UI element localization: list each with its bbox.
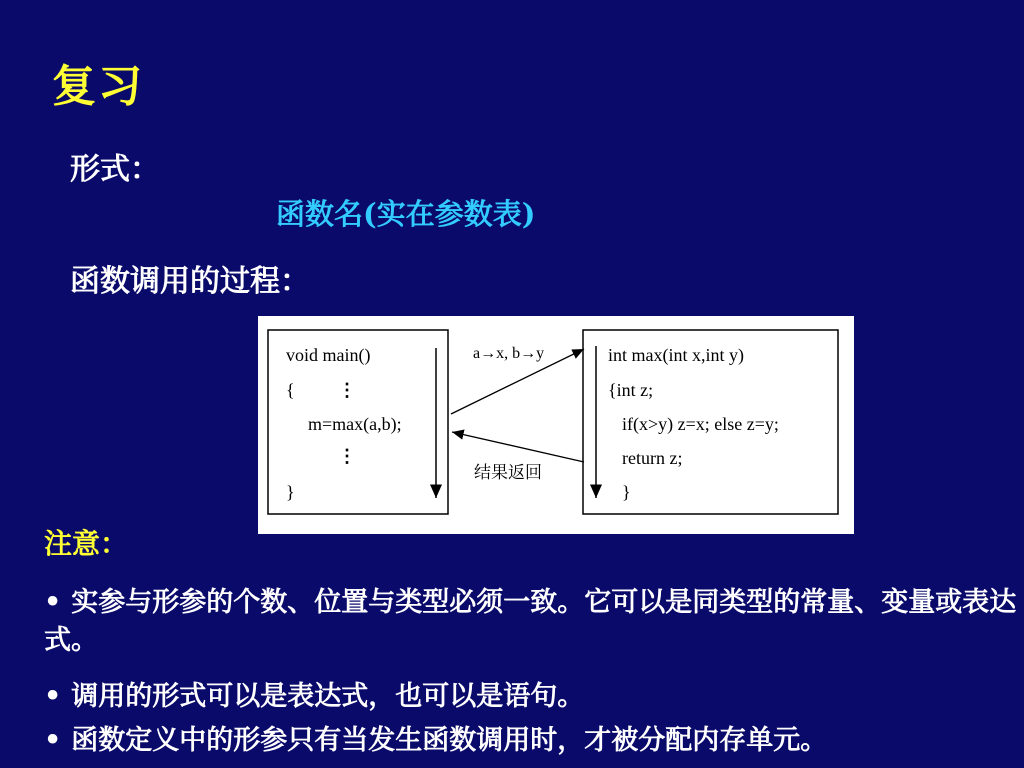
bullet-list xyxy=(44,584,1024,766)
return-arrow-label: 结果返回 xyxy=(474,463,542,483)
max-code-line: int max(int x,int y) xyxy=(608,345,744,365)
call-arrow-label: a→x, b→y xyxy=(473,345,545,362)
slide-title: 复习 xyxy=(52,61,144,112)
bullet-marker: • xyxy=(44,725,62,756)
bullet-text: 实参与形参的个数、位置与类型必须一致。它可以是同类型的常量、变量或表达式。 xyxy=(44,587,1017,656)
main-code-line: void main() xyxy=(286,345,371,365)
bullet-text: 函数定义中的形参只有当发生函数调用时，才被分配内存单元。 xyxy=(71,725,828,756)
bullet-item xyxy=(44,722,1024,760)
call-syntax: 函数名(实在参数表) xyxy=(276,197,536,231)
bullet-text: 调用的形式可以是表达式，也可以是语句。 xyxy=(71,681,585,712)
bullet-item xyxy=(44,678,1024,716)
main-code-line: { xyxy=(286,380,295,400)
main-code-line: } xyxy=(286,482,295,502)
form-label: 形式： xyxy=(70,152,160,187)
ellipsis-icon: ⋮ xyxy=(338,380,356,400)
bullet-item xyxy=(44,584,1024,660)
function-call-diagram xyxy=(258,316,854,534)
bullet-marker: • xyxy=(44,587,62,618)
ellipsis-icon: ⋮ xyxy=(338,446,356,466)
bullet-marker: • xyxy=(44,681,62,712)
return-arrow xyxy=(452,432,584,462)
max-code-line: } xyxy=(622,482,631,502)
max-code-line: return z; xyxy=(622,448,683,468)
note-label: 注意： xyxy=(44,527,129,560)
max-code-line: if(x>y) z=x; else z=y; xyxy=(622,414,779,434)
main-code-line: m=max(a,b); xyxy=(308,414,402,434)
max-code-line: {int z; xyxy=(608,380,654,400)
call-process-label: 函数调用的过程： xyxy=(70,264,310,299)
